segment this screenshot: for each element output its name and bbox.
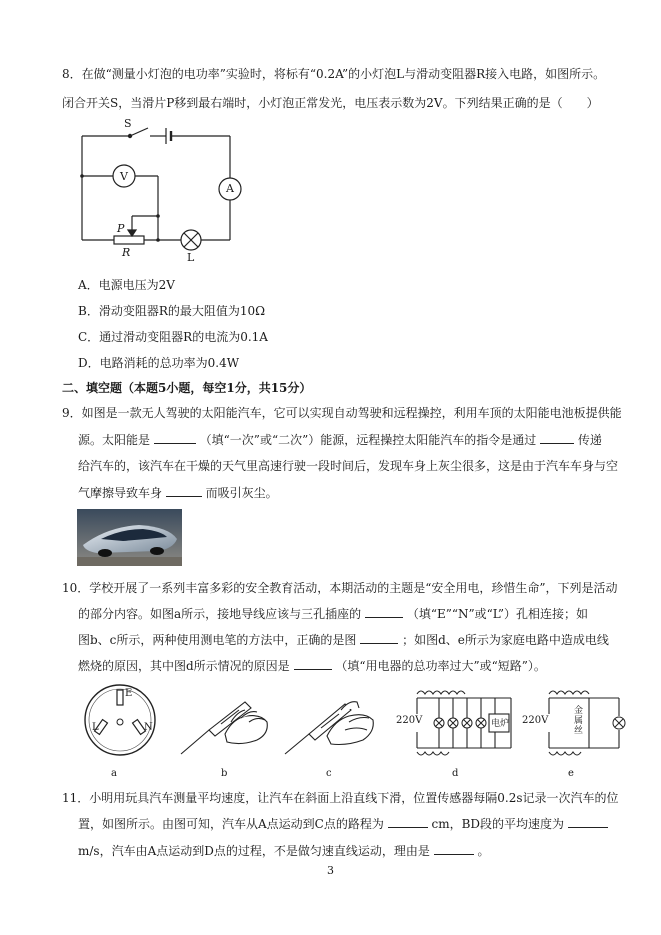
slider-label: P	[117, 222, 125, 235]
q8-option-a: A．电源电压为2V	[78, 278, 175, 292]
fig-d-device: 电炉	[491, 719, 510, 729]
voltmeter-label: V	[120, 170, 128, 183]
q10-text: 燃烧的原因，其中图d所示情况的原因是	[78, 659, 290, 673]
caption-d: d	[452, 768, 459, 779]
section-heading: 二、填空题（本题5小题，每空1分，共15分）	[62, 381, 312, 395]
switch-label: S	[124, 117, 132, 130]
q11-line2	[78, 817, 608, 831]
q10-text: （填“E”“N”或“L”）孔相连接；如	[406, 607, 588, 621]
q9-text: （填“一次”或“二次”）能源，远程操控太阳能汽车的指令是通过	[199, 433, 537, 447]
q10-blank-1[interactable]	[365, 607, 403, 618]
solar-car-photo	[77, 509, 182, 566]
q9-line4	[78, 486, 278, 500]
q10-text: 的部分内容。如图a所示，接地导线应该与三孔插座的	[78, 607, 362, 621]
q9-line2	[78, 433, 602, 447]
caption-e: e	[568, 768, 574, 779]
q10-line2	[78, 607, 588, 621]
page-number: 3	[327, 864, 334, 877]
q10-line1: 10．学校开展了一系列丰富多彩的安全教育活动，本期活动的主题是“安全用电，珍惜生命”，下列是活动	[62, 581, 618, 595]
q9-blank-1[interactable]	[154, 433, 196, 444]
q8-option-c: C．通过滑动变阻器R的电流为0.1A	[78, 330, 268, 344]
q8-line1: 8．在做“测量小灯泡的电功率”实验时，将标有“0.2A”的小灯泡L与滑动变阻器R接入电路，如图所示。	[62, 67, 606, 81]
test-pen-figure-b	[175, 688, 275, 760]
test-pen-figure-c	[279, 688, 379, 760]
q11-text: cm，BD段的平均速度为	[431, 817, 565, 831]
q9-line1: 9．如图是一款无人驾驶的太阳能汽车，它可以实现自动驾驶和远程操控，利用车顶的太阳能电池板提供能	[62, 406, 622, 420]
q11-text: 。	[477, 844, 490, 858]
q9-line3: 给汽车的，该汽车在干燥的天气里高速行驶一段时间后，发现车身上灰尘很多，这是由于汽车车身与空	[78, 459, 619, 473]
fig-e-wire-label: 金属丝	[574, 706, 584, 736]
fig-d-voltage: 220V	[396, 715, 423, 726]
q11-text: m/s，汽车由A点运动到D点的过程，不是做匀速直线运动，理由是	[78, 844, 430, 858]
socket-label-l: L	[92, 722, 99, 733]
q11-blank-1[interactable]	[388, 817, 428, 828]
socket-label-n: N	[144, 722, 153, 733]
q9-text: 传递	[577, 433, 602, 447]
q9-text: 而吸引灰尘。	[205, 486, 278, 500]
q11-text: 置，如图所示。由图可知，汽车从A点运动到C点的路程为	[78, 817, 384, 831]
socket-label-e: E	[125, 688, 133, 699]
socket-figure-a	[82, 682, 158, 758]
q10-text: ；如图d、e所示为家庭电路中造成电线	[402, 633, 609, 647]
q9-text: 源。太阳能是	[78, 433, 151, 447]
lamp-label: L	[187, 251, 195, 264]
q10-blank-2[interactable]	[360, 633, 398, 644]
q8-circuit-diagram	[70, 118, 250, 268]
q9-blank-3[interactable]	[166, 486, 202, 497]
q8-option-b: B．滑动变阻器R的最大阻值为10Ω	[78, 304, 266, 318]
q8-option-d: D．电路消耗的总功率为0.4W	[78, 356, 240, 370]
caption-c: c	[326, 768, 332, 779]
rheostat-label: R	[122, 246, 131, 259]
caption-b: b	[221, 768, 228, 779]
q11-blank-3[interactable]	[434, 844, 474, 855]
q10-line3	[78, 633, 609, 647]
q8-line2: 闭合开关S，当滑片P移到最右端时，小灯泡正常发光，电压表示数为2V。下列结果正确的是（ ）	[62, 96, 599, 110]
q10-blank-3[interactable]	[294, 659, 332, 670]
q10-text: 图b、c所示，两种使用测电笔的方法中，正确的是图	[78, 633, 357, 647]
q10-text: （填“用电器的总功率过大”或“短路”）。	[335, 659, 546, 673]
q11-blank-2[interactable]	[568, 817, 608, 828]
ammeter-label: A	[226, 182, 234, 195]
fig-e-voltage: 220V	[522, 715, 549, 726]
q9-blank-2[interactable]	[540, 433, 574, 444]
q10-line4	[78, 659, 546, 673]
q9-text: 气摩擦导致车身	[78, 486, 163, 500]
q11-line3	[78, 844, 490, 858]
caption-a: a	[111, 768, 117, 779]
q11-line1: 11．小明用玩具汽车测量平均速度，让汽车在斜面上沿直线下滑，位置传感器每隔0.2s记录一次汽车的位	[62, 791, 619, 805]
